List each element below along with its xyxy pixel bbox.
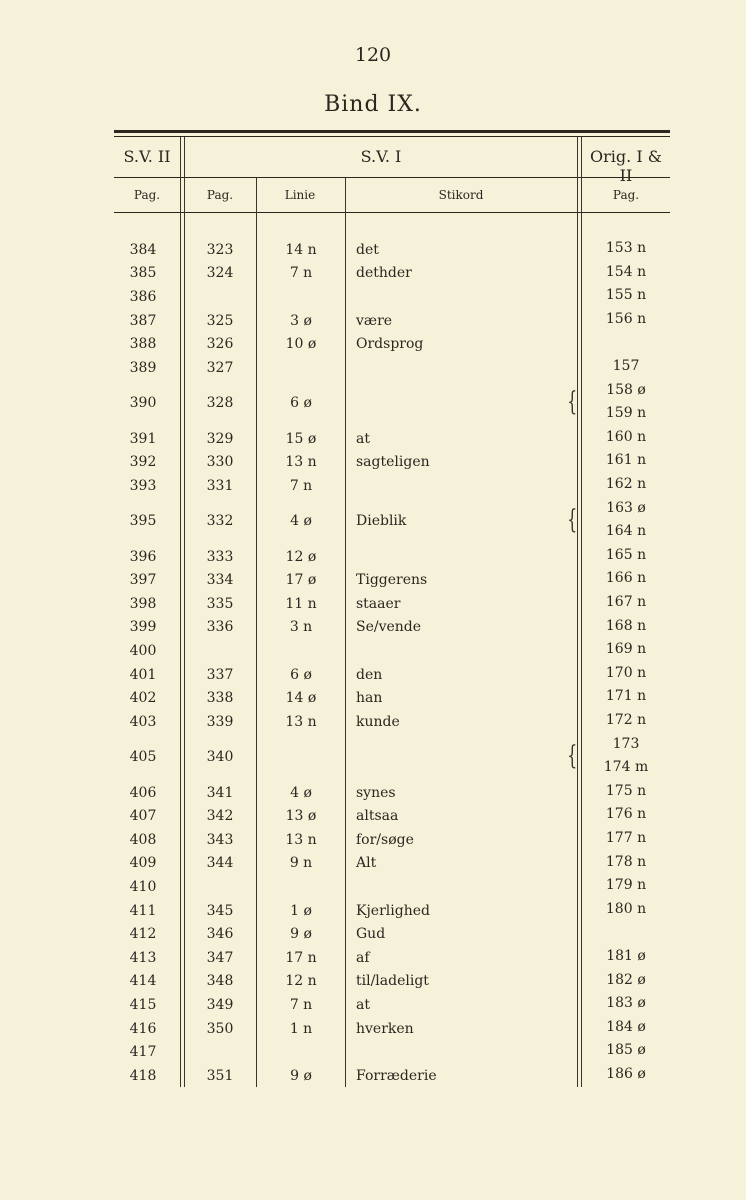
- sv1-keyword: [356, 393, 556, 413]
- sv1-page: [190, 1042, 250, 1062]
- orig-page: 159 n: [605, 405, 647, 422]
- sv2-page: 399: [129, 619, 157, 636]
- sv1-keyword: [356, 1042, 556, 1062]
- sv1-page: 323: [206, 241, 234, 258]
- sv1-line: 13 n: [285, 713, 317, 730]
- orig-page: 169 n: [605, 641, 647, 658]
- orig-page: 174 m: [603, 759, 649, 776]
- sv1-line: [262, 747, 340, 767]
- sv1-page: 350: [206, 1020, 234, 1037]
- sv1-line: 12 n: [285, 973, 317, 990]
- sv2-page: 406: [129, 784, 157, 801]
- subheader-orig-pag: Pag.: [612, 188, 640, 202]
- sv2-page: 416: [129, 1020, 157, 1037]
- sv1-line: 15 ø: [285, 430, 317, 447]
- sv1-line: [262, 358, 340, 378]
- sv1-keyword: altsaa: [356, 808, 399, 825]
- sv1-page: 330: [206, 454, 234, 471]
- sv2-page: 396: [129, 548, 157, 565]
- sv2-page: 407: [129, 808, 157, 825]
- sv2-page: 418: [129, 1067, 157, 1084]
- sv2-page: 413: [129, 949, 157, 966]
- orig-page: 157: [612, 358, 640, 374]
- sv1-line: [262, 287, 340, 307]
- brace-icon: {: [567, 386, 578, 417]
- sv2-page: 412: [129, 926, 157, 943]
- sv1-line: 9 n: [289, 855, 313, 872]
- orig-page: 180 n: [605, 900, 647, 917]
- top-rule-thick: [114, 130, 670, 133]
- sv1-page: 335: [206, 595, 234, 612]
- sv2-page: 392: [129, 454, 157, 471]
- sv2-page: 398: [129, 595, 157, 612]
- orig-page: 177 n: [605, 830, 647, 846]
- subheader-sv2-pag: Pag.: [133, 188, 161, 202]
- sv1-line: 1 ø: [290, 902, 312, 919]
- sv1-keyword: det: [356, 241, 379, 258]
- top-rule-thin: [114, 136, 670, 137]
- orig-page: 179 n: [605, 877, 647, 894]
- sv2-page: 388: [129, 336, 157, 353]
- orig-page: 160 n: [605, 428, 647, 445]
- sv2-page: 401: [129, 666, 157, 683]
- sv1-line: 13 n: [285, 454, 317, 471]
- sv2-page: 391: [129, 430, 157, 447]
- orig-page: 176 n: [605, 806, 647, 823]
- sv1-keyword: [356, 547, 556, 567]
- sv1-keyword: Alt: [356, 855, 377, 872]
- sv1-keyword: [356, 476, 556, 496]
- sv1-keyword: synes: [356, 784, 396, 801]
- sv1-page: 327: [206, 359, 234, 376]
- orig-page: 170 n: [605, 664, 647, 681]
- sv2-page: 390: [129, 395, 157, 412]
- sv2-page: 386: [129, 289, 157, 305]
- sv1-page: 332: [206, 513, 234, 530]
- orig-page: 155 n: [605, 287, 647, 304]
- sv2-page: 417: [129, 1044, 157, 1061]
- sv2-page: 403: [129, 713, 157, 730]
- sv1-page: 324: [206, 265, 234, 282]
- orig-page: 166 n: [605, 570, 647, 587]
- orig-page: 171 n: [605, 688, 647, 705]
- sv1-page: 342: [206, 808, 234, 825]
- brace-icon: {: [567, 504, 578, 535]
- volume-title: Bind IX.: [324, 92, 422, 117]
- sv1-keyword: sagteligen: [356, 454, 430, 471]
- orig-page: 178 n: [605, 853, 647, 870]
- orig-page: 184 ø: [606, 1018, 646, 1035]
- sv2-page: 411: [129, 902, 157, 919]
- sv1-keyword: kunde: [356, 713, 400, 730]
- sv1-keyword: at: [356, 430, 370, 447]
- orig-page: 172 n: [605, 712, 647, 728]
- sv2-page: 400: [129, 643, 157, 659]
- sv2-page: 409: [129, 855, 157, 872]
- orig-page: 161 n: [605, 452, 647, 469]
- sv1-line: 4 ø: [290, 784, 312, 801]
- sv1-page: 336: [206, 619, 234, 636]
- subheader-sv1-stikord: Stikord: [438, 188, 484, 202]
- sv1-page: 331: [206, 477, 234, 494]
- sv1-page: 349: [206, 997, 234, 1013]
- sv1-line: 7 n: [289, 997, 313, 1013]
- page-number: 120: [354, 44, 392, 66]
- orig-page: 185 ø: [606, 1042, 646, 1059]
- sv1-page: 351: [206, 1067, 234, 1084]
- sv1-page: 345: [206, 902, 234, 919]
- sv2-page: 415: [129, 997, 157, 1013]
- sv1-line: 9 ø: [290, 926, 312, 943]
- sv1-page: 326: [206, 336, 234, 353]
- sv1-keyword: af: [356, 949, 370, 966]
- orig-page: 162 n: [605, 476, 647, 492]
- sv1-line: [262, 641, 340, 661]
- sv1-line: 17 ø: [285, 572, 317, 589]
- column-rule: [180, 137, 181, 1087]
- sv1-keyword: [356, 287, 556, 307]
- sv1-line: 6 ø: [290, 395, 312, 412]
- sv2-page: 414: [129, 973, 157, 990]
- sv1-keyword: han: [356, 690, 383, 707]
- brace-icon: {: [567, 740, 578, 771]
- sv1-line: 3 ø: [290, 312, 312, 329]
- sv1-keyword: [356, 641, 556, 661]
- sv1-keyword: Gud: [356, 926, 386, 943]
- sv1-page: 337: [206, 666, 234, 683]
- sv1-line: 10 ø: [285, 336, 317, 353]
- sv1-page: 346: [206, 926, 234, 943]
- sv2-page: 397: [129, 572, 157, 589]
- orig-page: 168 n: [605, 617, 647, 634]
- sv1-line: 3 n: [289, 619, 313, 636]
- sv1-line: 13 ø: [285, 808, 317, 825]
- orig-page: 186 ø: [606, 1066, 646, 1082]
- orig-page: 173: [612, 735, 640, 752]
- sv1-page: 340: [206, 749, 234, 766]
- orig-page: 182 ø: [606, 971, 646, 988]
- orig-page: 164 n: [605, 523, 647, 540]
- sv1-line: 14 n: [285, 241, 317, 258]
- sv1-keyword: [356, 877, 556, 897]
- sv1-keyword: at: [356, 997, 370, 1013]
- sv1-page: [190, 641, 250, 661]
- sv1-line: 7 n: [289, 265, 313, 282]
- orig-page: 156 n: [605, 310, 647, 327]
- sv1-line: 7 n: [289, 477, 313, 494]
- sv2-page: 405: [129, 749, 157, 766]
- sv1-line: 17 n: [285, 949, 317, 966]
- orig-page: 163 ø: [606, 499, 646, 516]
- sv1-keyword: for/søge: [356, 831, 414, 848]
- sv2-page: 410: [129, 879, 157, 895]
- sv1-page: 343: [206, 831, 234, 848]
- sv1-keyword: Se/vende: [356, 619, 422, 636]
- orig-page: 154 n: [605, 263, 647, 280]
- sv1-line: 12 ø: [285, 548, 317, 565]
- sv1-page: 347: [206, 949, 234, 966]
- sv1-page: 348: [206, 973, 234, 990]
- column-rule: [184, 137, 185, 1087]
- sv1-line: 11 n: [285, 595, 317, 612]
- sv2-page: 393: [129, 477, 157, 494]
- sv1-page: 328: [206, 395, 234, 412]
- sv1-page: 333: [206, 548, 234, 565]
- sv2-page: 385: [129, 265, 157, 282]
- orig-page: 167 n: [605, 594, 647, 610]
- sv1-keyword: Ordsprog: [356, 336, 424, 353]
- sv1-line: 6 ø: [290, 666, 312, 683]
- sv2-page: 389: [129, 359, 157, 376]
- sv1-keyword: Dieblik: [356, 513, 407, 530]
- column-rule: [256, 178, 257, 1087]
- sv1-keyword: [356, 358, 556, 378]
- sv2-page: 402: [129, 690, 157, 707]
- sv1-keyword: hverken: [356, 1020, 414, 1037]
- orig-page: 175 n: [605, 782, 647, 799]
- sv1-page: [190, 287, 250, 307]
- sv1-line: 13 n: [285, 831, 317, 848]
- sv1-page: 329: [206, 430, 234, 447]
- orig-page: 158 ø: [606, 381, 646, 398]
- sv1-line: 1 n: [289, 1020, 313, 1037]
- subheader-divider: [114, 212, 670, 213]
- sv1-keyword: Tiggerens: [356, 572, 428, 589]
- sv2-page: 408: [129, 831, 157, 848]
- sv1-keyword: være: [356, 312, 393, 329]
- sv1-keyword: staaer: [356, 595, 401, 612]
- orig-page: [586, 332, 666, 352]
- sv1-keyword: Forræderie: [356, 1067, 437, 1084]
- subheader-sv1-pag: Pag.: [206, 188, 234, 202]
- column-rule: [577, 137, 578, 1087]
- sv1-page: [190, 877, 250, 897]
- sv1-page: 338: [206, 690, 234, 707]
- sv1-page: 344: [206, 855, 234, 872]
- sv1-line: 9 ø: [290, 1067, 312, 1084]
- sv1-keyword: [356, 747, 556, 767]
- sv2-page: 387: [129, 312, 157, 329]
- sv1-line: 4 ø: [290, 513, 312, 530]
- column-rule: [345, 178, 346, 1087]
- sv1-page: 341: [206, 784, 234, 801]
- header-sv1: S.V. I: [360, 147, 402, 166]
- sv1-page: 334: [206, 572, 234, 589]
- column-rule: [581, 137, 582, 1087]
- orig-page: 153 n: [605, 240, 647, 256]
- orig-page: 181 ø: [606, 948, 646, 964]
- sv1-line: 14 ø: [285, 690, 317, 707]
- orig-page: 165 n: [605, 546, 647, 563]
- subheader-sv1-linie: Linie: [284, 188, 316, 202]
- sv1-keyword: den: [356, 666, 383, 683]
- sv1-line: [262, 1042, 340, 1062]
- sv2-page: 395: [129, 513, 157, 530]
- sv1-keyword: dethder: [356, 265, 412, 282]
- sv1-page: 325: [206, 312, 234, 329]
- sv1-line: [262, 877, 340, 897]
- sv1-page: 339: [206, 713, 234, 730]
- sv2-page: 384: [129, 241, 157, 258]
- header-sv2: S.V. II: [123, 147, 171, 166]
- sv1-keyword: Kjerlighed: [356, 902, 430, 919]
- orig-page: [586, 922, 666, 942]
- header-orig: Orig. I & II: [590, 147, 662, 185]
- orig-page: 183 ø: [606, 995, 646, 1012]
- sv1-keyword: til/ladeligt: [356, 973, 429, 990]
